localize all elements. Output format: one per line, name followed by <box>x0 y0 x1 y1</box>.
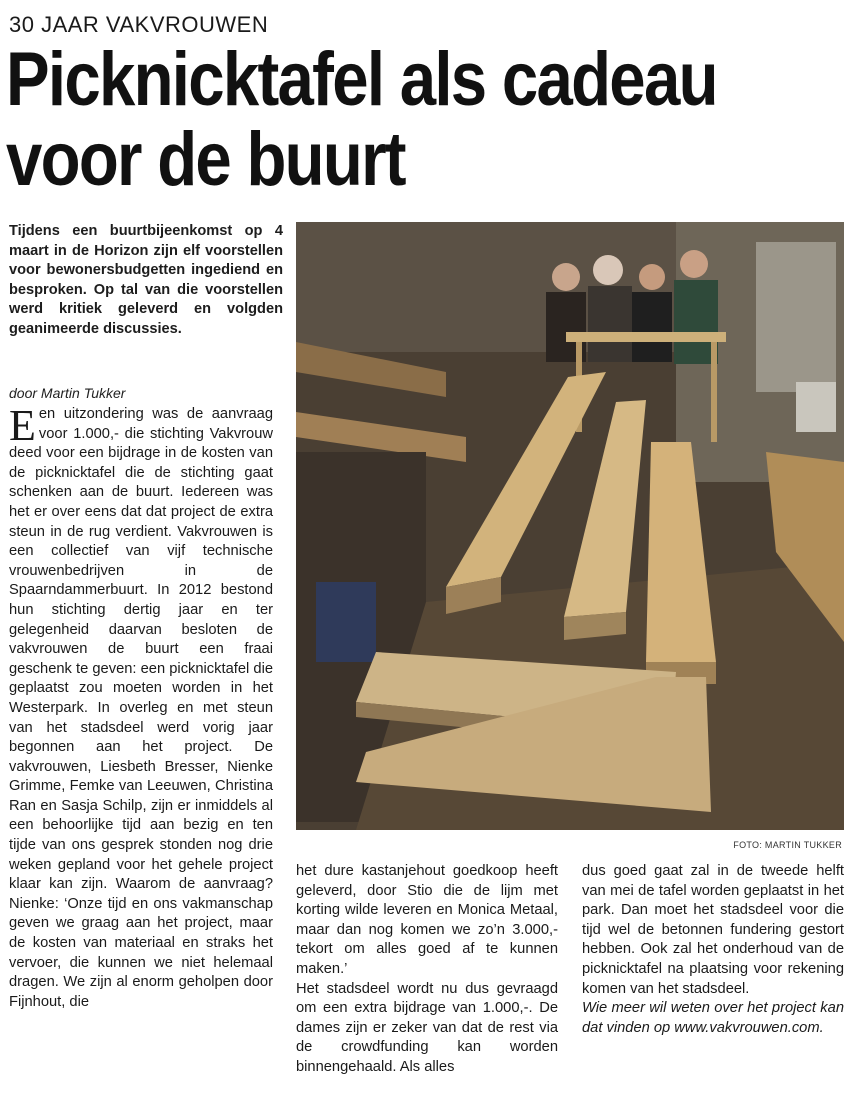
photo-illustration <box>296 222 844 830</box>
body-column-1 <box>9 401 273 1012</box>
body-text: dus goed gaat zal in de tweede helft van mei de tafel worden geplaatst in het park. Dan moet het stadsdeel voor die tijd wel de betonnen fundering gestort hebben. Ook zal het onderhoud van de picknicktafel na plaatsing voor rekening komen van het stadsdeel. <box>582 863 844 997</box>
closing-note: Wie meer wil weten over het project kan dat vinden op <box>582 1000 844 1036</box>
body-text: het dure kastanjehout goedkoop heeft geleverd, door Stio die de lijm met korting wilde leveren en Monica Metaal, maar dan nog komen we zo’n 3.000,- tekort om alles goed af te kunnen maken.’ <box>296 863 558 977</box>
website-link[interactable]: www.vakvrouwen.com. <box>674 1019 824 1036</box>
body-column-2 <box>296 862 558 1078</box>
body-column-3 <box>582 862 844 1038</box>
body-text: en uitzondering was de aanvraag voor 1.000,- die stichting Vakvrouw deed voor een bijdrage in de kosten van de picknicktafel die de stichting gaat schenken aan de buurt. Iedereen was het er over eens dat dat project de extra steun in de rug verdient. Vakvrouwen is een collectief van vijf technische vrouwenbedrijven in de Spaarndammerbuurt. In 2012 bestond hun stichting dertig jaar en ter gelegenheid daarvan besloten de vakvrouwen de buurt een fraai geschenk te geven: een picknicktafel die geplaatst zou moeten worden in het Westerpark. In overleg en met steun van het stadsdeel werd vorig jaar begonnen aan het project. De vakvrouwen, Liesbeth Bresser, Nienke Grimme, Femke van Leeuwen, Christina Ran en Sasja Schilp, zijn er inmiddels al een behoorlijke tijd aan bezig en ten tijde van ons gesprek stonden nog drie weken gepland voor het gehele project klaar kan zijn. Waarom de aanvraag? Nienke: ‘Onze tijd en ons vakmanschap geven we graag aan het project, maar de kosten van materiaal en straks het vervoer, die kunnen we niet helemaal dragen. We zijn al enorm geholpen door Fijnhout, die <box>9 406 273 1010</box>
byline: door Martin Tukker <box>9 385 126 401</box>
intro-paragraph: Tijdens een buurtbijeenkomst op 4 maart in de Horizon zijn elf voorstellen voor bewonersbudgetten ingediend en besproken. Op tal van die voorstellen werd kritiek geleverd en volgden geanimeerde discussies. <box>9 223 283 337</box>
drop-cap: E <box>9 401 36 450</box>
body-text: Het stadsdeel wordt nu dus gevraagd om een extra bijdrage van 1.000,-. De dames zijn er zeker van dat de rest via de crowdfunding kan worden binnengehaald. Als alles <box>296 980 558 1075</box>
headline: Picknicktafel als cadeau voor de buurt <box>6 37 717 202</box>
kicker: 30 JAAR VAKVROUWEN <box>9 12 269 37</box>
photo-credit: FOTO: MARTIN TUKKER <box>733 840 842 850</box>
workshop-photo <box>296 222 844 830</box>
